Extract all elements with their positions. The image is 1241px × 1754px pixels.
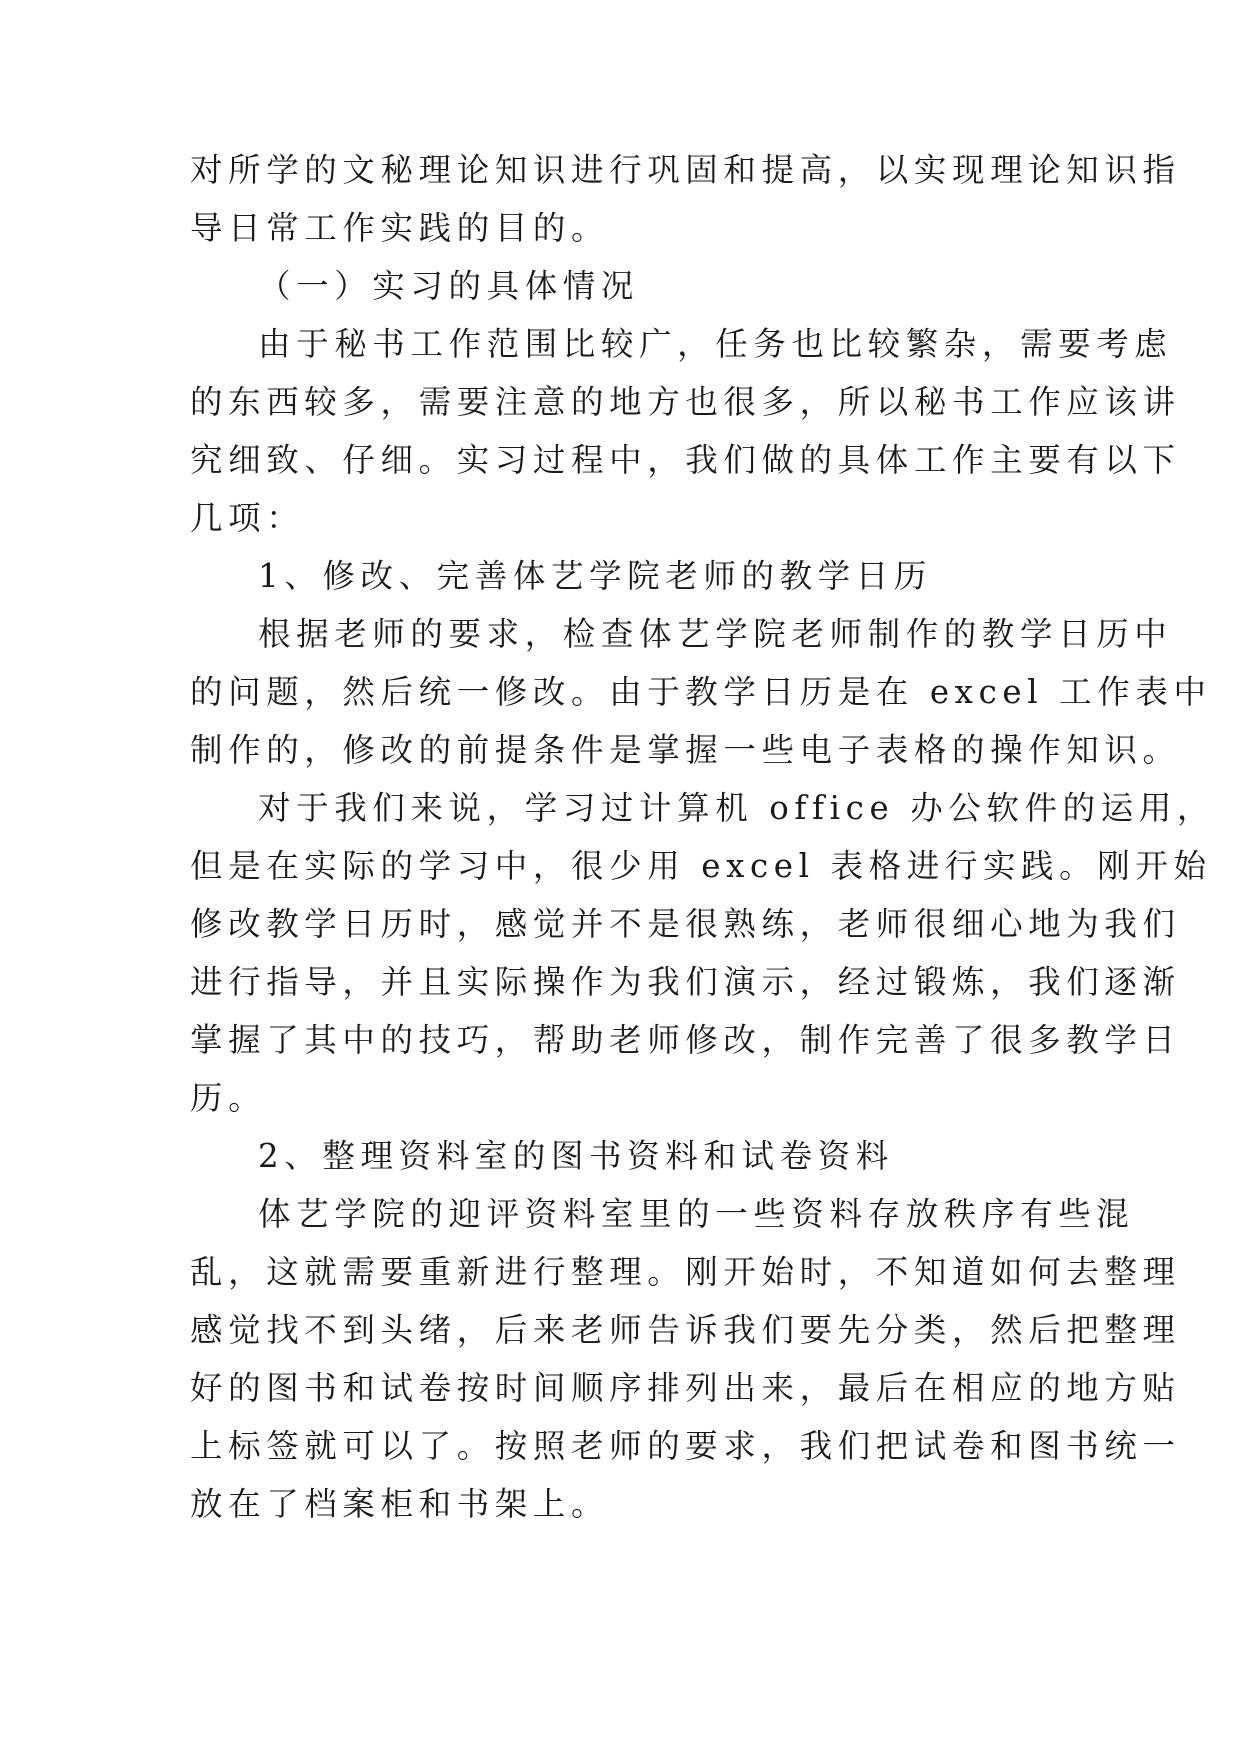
subsection-heading: 1、修改、完善体艺学院老师的教学日历 — [258, 557, 932, 595]
body-text-line: 乱，这就需要重新进行整理。刚开始时，不知道如何去整理 — [190, 1253, 1181, 1291]
subsection-heading: 2、整理资料室的图书资料和试卷资料 — [258, 1137, 894, 1175]
body-text-line: 好的图书和试卷按时间顺序排列出来，最后在相应的地方贴 — [190, 1369, 1181, 1407]
body-text-line: 的问题，然后统一修改。由于教学日历是在 excel 工作表中 — [190, 673, 1212, 711]
body-text-line: 几项： — [190, 499, 305, 537]
body-text-line: 放在了档案柜和书架上。 — [190, 1485, 610, 1523]
body-text-line: 进行指导，并且实际操作为我们演示，经过锻炼，我们逐渐 — [190, 963, 1181, 1001]
body-text-line: 究细致、仔细。实习过程中，我们做的具体工作主要有以下 — [190, 441, 1181, 479]
body-text-line: 掌握了其中的技巧，帮助老师修改，制作完善了很多教学日 — [190, 1021, 1181, 1059]
body-text-line: 由于秘书工作范围比较广，任务也比较繁杂，需要考虑 — [258, 325, 1173, 363]
body-text-line: 制作的，修改的前提条件是掌握一些电子表格的操作知识。 — [190, 731, 1181, 769]
body-text-line: 历。 — [190, 1079, 267, 1117]
body-text-line: 体艺学院的迎评资料室里的一些资料存放秩序有些混 — [258, 1195, 1135, 1233]
body-text-line: 的东西较多，需要注意的地方也很多，所以秘书工作应该讲 — [190, 383, 1181, 421]
body-text-line: 上标签就可以了。按照老师的要求，我们把试卷和图书统一 — [190, 1427, 1181, 1465]
body-text-line: 但是在实际的学习中，很少用 excel 表格进行实践。刚开始 — [190, 847, 1212, 885]
body-text-line: 导日常工作实践的目的。 — [190, 209, 610, 247]
body-text-line: 根据老师的要求，检查体艺学院老师制作的教学日历中 — [258, 615, 1173, 653]
body-text-line: 修改教学日历时，感觉并不是很熟练，老师很细心地为我们 — [190, 905, 1181, 943]
body-text-line: 对所学的文秘理论知识进行巩固和提高，以实现理论知识指 — [190, 151, 1181, 189]
body-text-line: 感觉找不到头绪，后来老师告诉我们要先分类，然后把整理 — [190, 1311, 1181, 1349]
body-text-line: 对于我们来说，学习过计算机 office 办公软件的运用， — [258, 789, 1216, 827]
section-heading: （一）实习的具体情况 — [258, 267, 640, 305]
